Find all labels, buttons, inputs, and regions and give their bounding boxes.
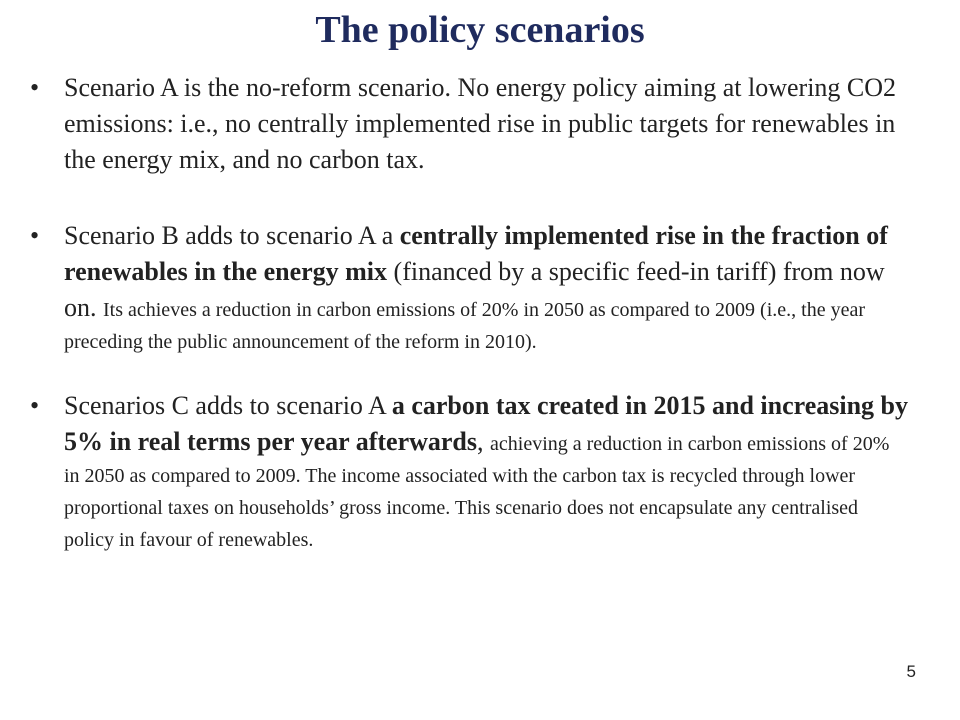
bullet-item-scenario-a — [28, 70, 908, 178]
bullet-point-icon: • — [30, 391, 40, 420]
scenario-c-intro: Scenarios C adds to scenario A — [64, 391, 392, 420]
scenario-c-detail: achieving a reduction in carbon emissions of 20% in 2050 as compared to 2009. The income associated with the carbon tax is recycled through lower proportional taxes on households’ gross income. This scenario does not encapsulate any centralised policy in favour of renewables. — [64, 433, 890, 551]
slide-title: The policy scenarios — [315, 9, 645, 51]
scenario-b-emphasis: centrally implemented rise in the fraction of renewables in the energy mix — [64, 221, 888, 286]
bullet-point-icon: • — [30, 73, 40, 102]
scenario-c-comma: , — [477, 427, 491, 456]
bullet-item-scenario-b — [28, 218, 908, 358]
scenario-b-intro: Scenario B adds to scenario A a — [64, 221, 400, 250]
scenario-c-emphasis: a carbon tax created in 2015 and increasing by 5% in real terms per year afterwards — [64, 391, 909, 456]
bullet-list — [28, 70, 908, 556]
bullet-point-icon: • — [30, 221, 40, 250]
scenario-b-financing: (financed by a specific feed-in tariff) from now on. — [64, 257, 885, 322]
page-number: 5 — [906, 662, 916, 681]
scenario-b-detail: Its achieves a reduction in carbon emissions of 20% in 2050 as compared to 2009 (i.e., the year preceding the public announcement of the reform in 2010). — [64, 299, 866, 353]
scenario-a-text: Scenario A is the no-reform scenario. No energy policy aiming at lowering CO2 emissions: i.e., no centrally implemented rise in public targets for renewables in the energy mix, and no carbon tax. — [64, 73, 897, 174]
bullet-item-scenario-c — [28, 388, 908, 556]
